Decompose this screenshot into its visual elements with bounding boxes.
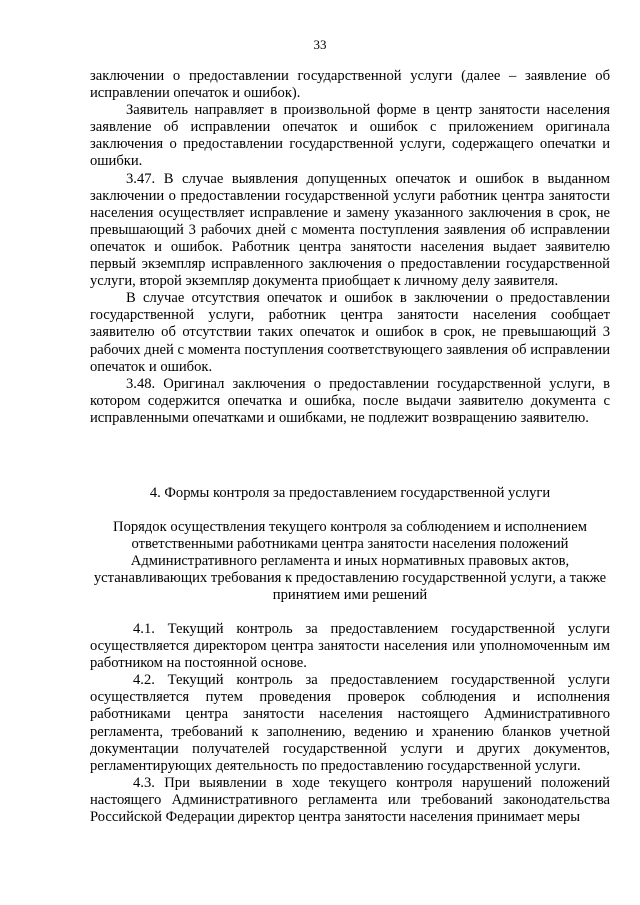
paragraph-4-1: 4.1. Текущий контроль за предоставлением государственной услуги осуществляется директором центра занятости населения или уполномоченным им работником на постоянной основе. <box>90 621 610 672</box>
body-text-top <box>90 68 610 427</box>
paragraph-3-47: 3.47. В случае выявления допущенных опечаток и ошибок в выданном заключении о предоставлении государственной услуги работник центра занятости населения осуществляет исправление и замену указанного заключения в срок, не превышающий 3 рабочих дней с момента поступления заявления об исправлении опечаток и ошибок. Работник центра занятости населения выдает заявителю первый экземпляр исправленного заключения о предоставлении государственной услуги, второй экземпляр документа приобщает к личному делу заявителя. <box>90 170 610 290</box>
paragraph-continuation: заключении о предоставлении государственной услуги (далее – заявление об исправлении опечаток и ошибок). <box>90 68 610 102</box>
page-number: 33 <box>313 37 327 52</box>
paragraph-3-48: 3.48. Оригинал заключения о предоставлении государственной услуги, в котором содержится опечатка и ошибка, после выдачи заявителю документа с исправленными опечатками и ошибками, не подлежит возвращению заявителю. <box>90 375 610 426</box>
subsection-heading: Порядок осуществления текущего контроля за соблюдением и исполнением ответственными работниками центра занятости населения положений Административного регламента и иных нормативных правовых актов, устанавливающих требования к предоставлению государственной услуги, а также принятием ими решений <box>93 519 607 604</box>
paragraph-4-2: 4.2. Текущий контроль за предоставлением государственной услуги осуществляется путем проведения проверок соблюдения и исполнения работниками центра занятости населения настоящего Административного регламента, требований к заполнению, ведению и хранению бланков учетной документации получателей государственной услуги и других документов, регламентирующих деятельность по предоставлению государственной услуги. <box>90 672 610 774</box>
paragraph-4-3: 4.3. При выявлении в ходе текущего контроля нарушений положений настоящего Административного регламента или требований законодательства Российской Федерации директор центра занятости населения принимает меры <box>90 774 610 826</box>
body-text-bottom <box>90 621 610 826</box>
paragraph: В случае отсутствия опечаток и ошибок в заключении о предоставлении государственной услуги, работник центра занятости населения сообщает заявителю об отсутствии таких опечаток и ошибок в срок, не превышающий 3 рабочих дней с момента поступления соответствующего заявления об исправлении опечаток и ошибок. <box>90 290 610 375</box>
section-heading: 4. Формы контроля за предоставлением государственной услуги <box>149 485 551 501</box>
paragraph: Заявитель направляет в произвольной форме в центр занятости населения заявление об исправлении опечаток и ошибок с приложением оригинала заключения о предоставлении государственной услуги, содержащего опечатки и ошибки. <box>90 102 610 170</box>
